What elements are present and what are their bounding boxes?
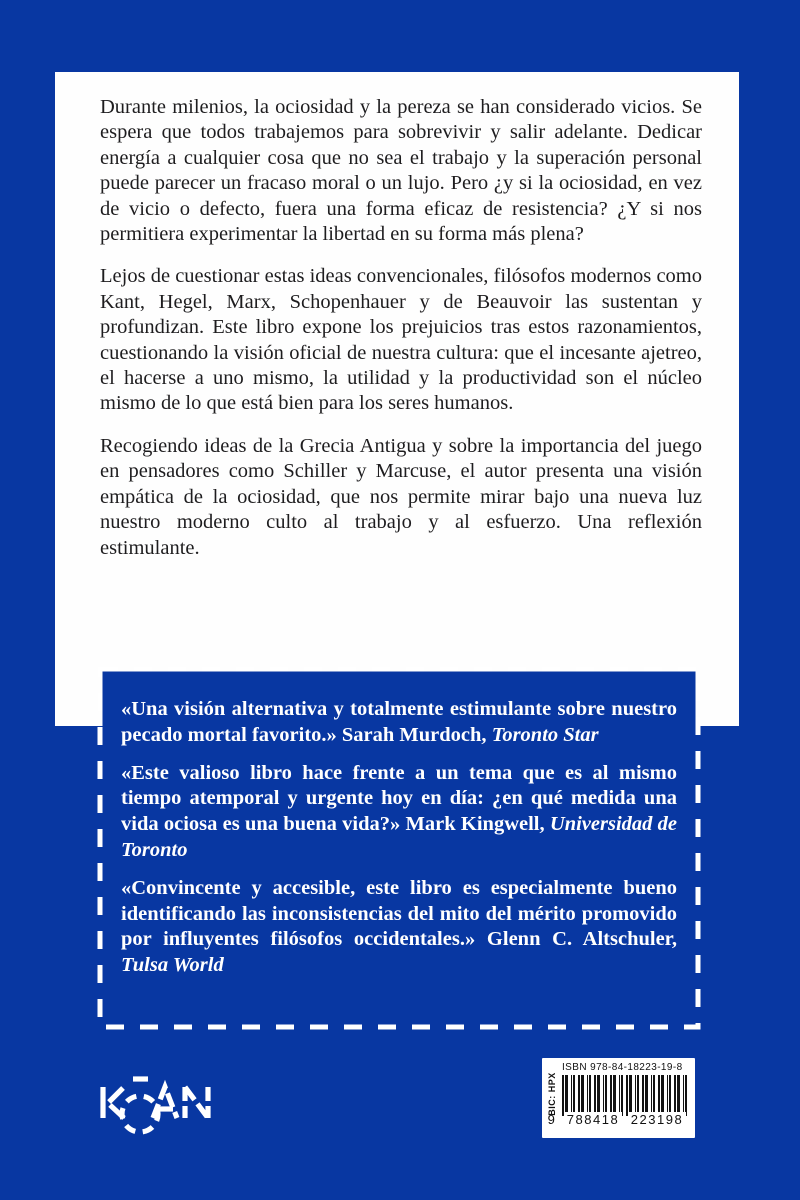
koan-logo	[95, 1072, 221, 1142]
letter-n	[185, 1087, 208, 1118]
press-quote	[121, 761, 677, 864]
quote-source: Universidad de Toronto	[121, 813, 678, 861]
quote-text: «Convincente y accesible, este libro es especialmente bueno identificando las inconsistencias del mito del mérito promovido por influyentes filósofos occidentales.»	[121, 876, 677, 951]
press-quotes	[121, 697, 677, 991]
letter-o-macron	[122, 1079, 158, 1132]
quote-source: Toronto Star	[491, 723, 599, 746]
press-quote	[121, 697, 677, 749]
isbn-number: ISBN 978-84-18223-19-8	[562, 1062, 683, 1073]
synopsis-paragraph: Durante milenios, la ociosidad y la pereza se han considerado vicios. Se espera que todos trabajemos para sobrevivir y salir adelante. Dedicar energía a cualquier cosa que no sea el trabajo y la superación personal puede parecer un fracaso moral o un lujo. Pero ¿y si la ociosidad, en vez de vicio o defecto, fuera una forma eficaz de resistencia? ¿Y si nos permitiera experimentar la libertad en su forma más plena?	[100, 96, 702, 246]
bic-code: BIC: HPX	[547, 1072, 557, 1116]
synopsis-paragraph: Recogiendo ideas de la Grecia Antigua y sobre la importancia del juego en pensadores como Schiller y Marcuse, el autor presenta una visión empática de la ociosidad, que nos permite mirar bajo una nueva luz nuestro moderno culto al trabajo y al esfuerzo. Una reflexión estimulante.	[100, 434, 702, 559]
ean-group-1: 788418	[564, 1112, 622, 1127]
synopsis-text-block	[100, 95, 702, 578]
quote-attribution: Mark Kingwell,	[405, 813, 545, 836]
ean-group-2: 223198	[628, 1112, 686, 1127]
synopsis-paragraph: Lejos de cuestionar estas ideas convencionales, filósofos modernos como Kant, Hegel, Marx, Schopenhauer y de Beauvoir las sustentan y profundizan. Este libro expone los prejuicios tras estos razonamientos, cuestionando la visión oficial de nuestra cultura: que el incesante ajetreo, el hacerse a uno mismo, la utilidad y la productividad son el núcleo mismo de lo que está bien para los seres humanos.	[100, 265, 702, 415]
quote-source: Tulsa World	[121, 954, 224, 977]
quote-text: «Este valioso libro hace frente a un tema que es al mismo tiempo atemporal y urgente hoy en día: ¿en qué medida una vida ociosa es una buena vida?»	[121, 761, 677, 836]
publisher-name	[0, 0, 1, 1]
ean-digits	[544, 1112, 686, 1127]
ean-lead-digit: 9	[547, 1112, 557, 1127]
press-quote	[121, 876, 677, 979]
synopsis-card	[55, 72, 739, 726]
letter-a	[153, 1087, 177, 1118]
barcode-panel	[542, 1058, 695, 1138]
quote-text: «Una visión alternativa y totalmente estimulante sobre nuestro pecado mortal favorito.»	[121, 698, 677, 746]
quote-attribution: Glenn C. Altschuler,	[486, 928, 678, 951]
barcode-bars	[562, 1075, 688, 1116]
quote-attribution: Sarah Murdoch,	[341, 723, 487, 746]
